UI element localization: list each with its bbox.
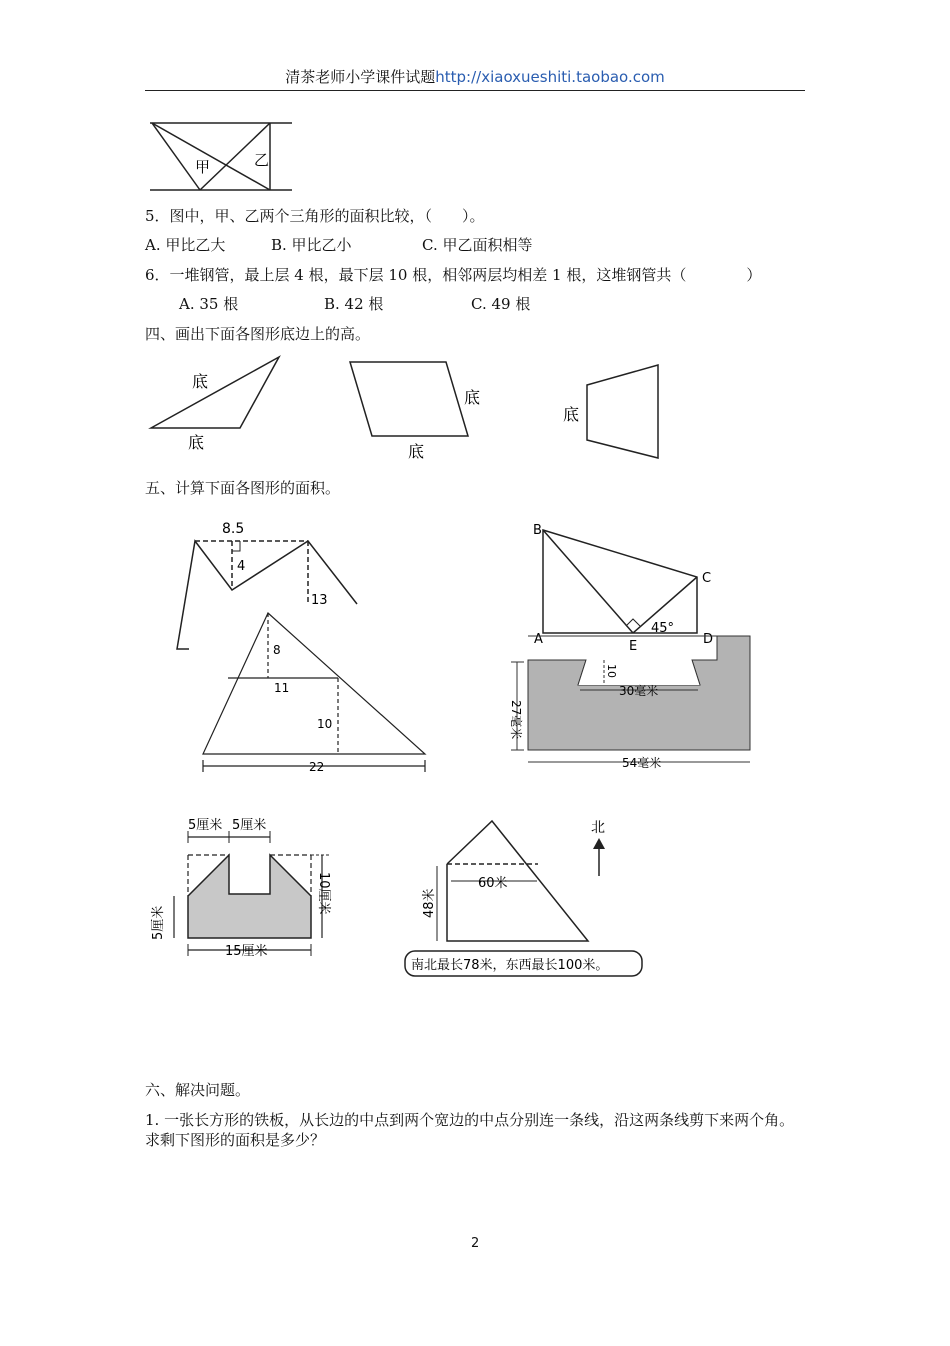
trap-right-height: 10 bbox=[317, 717, 333, 731]
figure-trapezoid-triangle bbox=[203, 613, 425, 772]
figure-gray-notch bbox=[511, 636, 750, 762]
gray-notch-height: 10 bbox=[605, 664, 618, 678]
point-b: B bbox=[533, 523, 542, 538]
section-6-title: 六、解决问题。 bbox=[145, 1081, 251, 1099]
field-height: 48米 bbox=[422, 888, 437, 918]
base-label-parallelogram-bottom: 底 bbox=[408, 442, 425, 461]
m-mid-height: 4 bbox=[237, 559, 246, 574]
base-label-parallelogram-right: 底 bbox=[464, 388, 481, 407]
field-note: 南北最长78米，东西最长100米。 bbox=[411, 958, 609, 973]
label-yi: 乙 bbox=[254, 151, 270, 169]
cm-top-a: 5厘米 bbox=[188, 818, 223, 833]
angle-45: 45° bbox=[651, 621, 675, 636]
q6-option-a[interactable]: A. 35 根 bbox=[179, 295, 239, 313]
q6-option-c[interactable]: C. 49 根 bbox=[471, 295, 531, 313]
base-label-triangle-bottom: 底 bbox=[188, 433, 205, 452]
figure-abcde bbox=[543, 530, 697, 633]
obtuse-triangle bbox=[151, 357, 279, 428]
figure-m-shape bbox=[177, 541, 357, 649]
q5-option-c[interactable]: C. 甲乙面积相等 bbox=[422, 236, 533, 254]
q6-option-b[interactable]: B. 42 根 bbox=[324, 295, 384, 313]
triangle-jia-left-side bbox=[152, 123, 200, 190]
point-c: C bbox=[702, 571, 712, 586]
base-label-trapezoid: 底 bbox=[563, 405, 580, 424]
cm-top-b: 5厘米 bbox=[232, 818, 267, 833]
point-e: E bbox=[629, 639, 638, 654]
cm-left: 5厘米 bbox=[151, 905, 166, 940]
question-5: 5．图中，甲、乙两个三角形的面积比较，（ ）。 bbox=[145, 207, 485, 225]
trap-bottom-length: 22 bbox=[309, 760, 325, 774]
point-a: A bbox=[534, 632, 543, 647]
label-jia: 甲 bbox=[195, 158, 211, 176]
section-4-title: 四、画出下面各图形底边上的高。 bbox=[145, 325, 371, 343]
m-top-length: 8.5 bbox=[222, 521, 245, 537]
q5-option-a[interactable]: A. 甲比乙大 bbox=[145, 236, 226, 254]
page-number: 2 bbox=[471, 1236, 480, 1251]
gray-notch-width: 30毫米 bbox=[619, 684, 659, 698]
gray-width: 54毫米 bbox=[622, 756, 662, 770]
gray-height: 27毫米 bbox=[509, 700, 523, 740]
trap-top-width: 11 bbox=[274, 681, 290, 695]
trapezoid bbox=[587, 365, 658, 458]
figure-field bbox=[437, 821, 599, 941]
point-d: D bbox=[703, 632, 714, 647]
north-label: 北 bbox=[591, 820, 605, 836]
section-6-question-1: 1. 一张长方形的铁板，从长边的中点到两个宽边的中点分别连一条线，沿这两条线剪下来两个角。求剩下图形的面积是多少？ bbox=[145, 1111, 795, 1149]
header-shop-name: 清茶老师小学课件试题 bbox=[285, 68, 436, 86]
m-right-height: 13 bbox=[311, 593, 328, 608]
section-5-title: 五、计算下面各图形的面积。 bbox=[145, 479, 341, 497]
north-arrow-head bbox=[593, 838, 605, 849]
cm-right: 10厘米 bbox=[316, 872, 331, 915]
cm-bottom: 15厘米 bbox=[225, 944, 268, 959]
base-label-triangle-top: 底 bbox=[192, 372, 209, 391]
q5-option-b[interactable]: B. 甲比乙小 bbox=[271, 236, 352, 254]
figure-jia-yi bbox=[150, 123, 292, 190]
trap-top-height: 8 bbox=[273, 643, 281, 657]
parallelogram bbox=[350, 362, 468, 436]
figure-cm-shape bbox=[174, 831, 330, 956]
header-url-link[interactable]: http://xiaoxueshiti.taobao.com bbox=[435, 68, 665, 86]
question-6: 6．一堆钢管，最上层 4 根，最下层 10 根，相邻两层均相差 1 根，这堆钢管共（ ） bbox=[145, 266, 762, 284]
field-width: 60米 bbox=[478, 876, 508, 891]
